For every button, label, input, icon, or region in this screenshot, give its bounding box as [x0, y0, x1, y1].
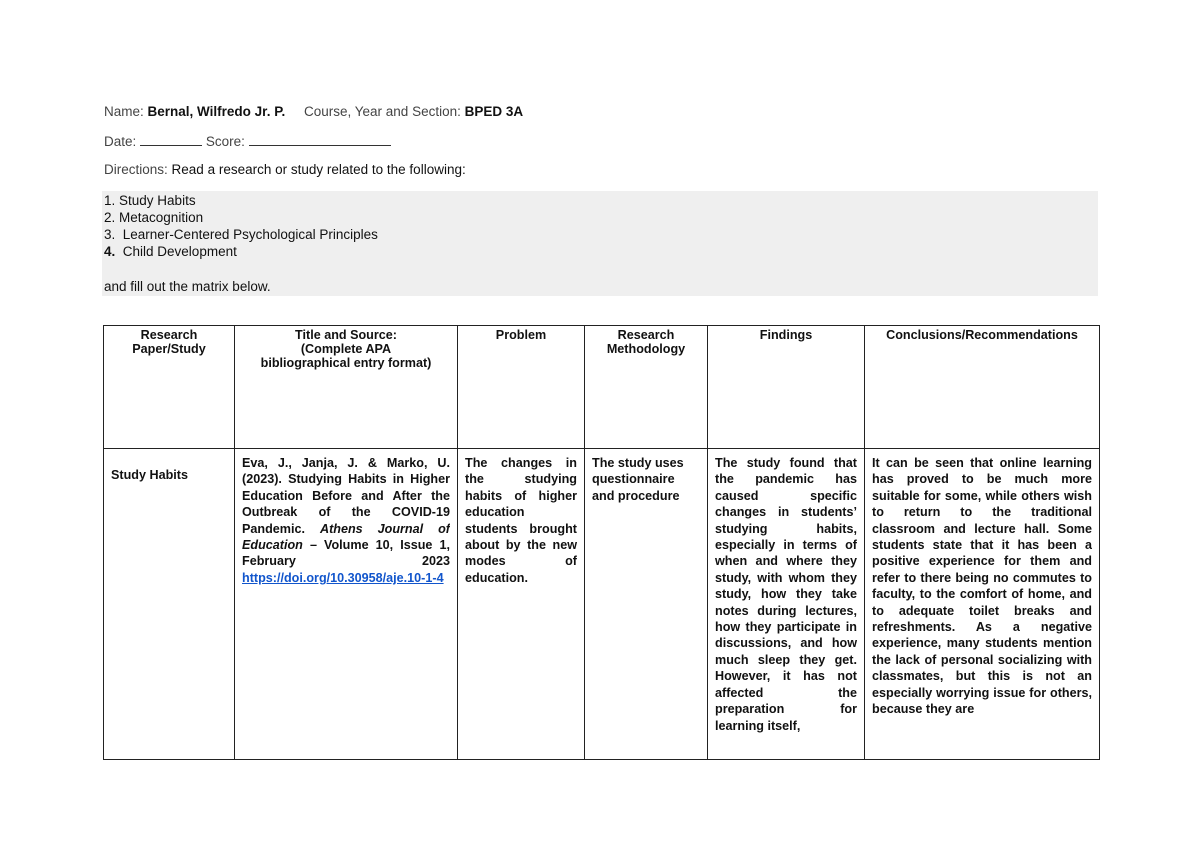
score-blank[interactable] — [249, 133, 391, 146]
cell-problem: The changes in the studying habits of higher education students brought about by the new modes of education. — [458, 449, 585, 760]
topic-item: 3. Learner-Centered Psychological Principles — [104, 227, 378, 242]
header-conclusions: Conclusions/Recommendations — [865, 326, 1100, 449]
directions-label: Directions: — [104, 162, 168, 177]
date-score-line — [104, 133, 391, 149]
cell-title-source: Eva, J., Janja, J. & Marko, U. (2023). Studying Habits in Higher Education Before and After the Outbreak of the COVID-19 Pandemic. Athens Journal of Education – Volume 10, Issue 1, February 2023 https://doi.org/10.30958/aje.10-1-4 — [235, 449, 458, 760]
directions-text: Read a research or study related to the following: — [171, 162, 466, 177]
table-header-row — [104, 326, 1100, 449]
cell-methodology: The study uses questionnaire and procedure — [585, 449, 708, 760]
name-line — [104, 104, 523, 119]
fill-out-text: and fill out the matrix below. — [104, 279, 271, 294]
name-value: Bernal, Wilfredo Jr. P. — [147, 104, 286, 119]
name-label: Name: — [104, 104, 144, 119]
table-row — [104, 449, 1100, 760]
research-matrix — [103, 325, 1100, 760]
doi-link[interactable]: https://doi.org/10.30958/aje.10-1-4 — [242, 570, 444, 585]
directions-box — [102, 191, 1098, 296]
journal-name: Athens Journal of Education — [242, 521, 450, 553]
cell-conclusions: It can be seen that online learning has proved to be much more suitable for some, while others wish to return to the traditional classroom and lecture hall. Some students state that it has been a positive experience for them and refer to there being no commutes to faculty, to the comfort of home, and to adequate toilet breaks and refreshments. As a negative experience, many students mention the lack of personal socializing with classmates, but this is not an especially worrying issue for others, because they are — [865, 449, 1100, 760]
topic-item: 2. Metacognition — [104, 210, 204, 225]
date-label: Date: — [104, 134, 137, 149]
course-label: Course, Year and Section: — [303, 104, 461, 119]
cell-findings: The study found that the pandemic has caused specific changes in students’ studying habits, especially in terms of when and where they study, with whom they study, how they take notes during lectures, how they participate in discussions, and how much sleep they get. However, it has not affected the preparation for learning itself, — [708, 449, 865, 760]
topic-item: 1. Study Habits — [104, 193, 196, 208]
cell-research: Study Habits — [104, 449, 235, 760]
header-problem: Problem — [458, 326, 585, 449]
header-title: Title and Source: (Complete APA bibliographical entry format) — [235, 326, 458, 449]
header-findings: Findings — [708, 326, 865, 449]
course-value: BPED 3A — [464, 104, 524, 119]
header-research: Research Paper/Study — [104, 326, 235, 449]
directions-line — [104, 162, 466, 177]
topic-item: 4. Child Development — [104, 244, 237, 259]
date-blank[interactable] — [140, 133, 202, 146]
score-label: Score: — [205, 134, 245, 149]
header-methodology: Research Methodology — [585, 326, 708, 449]
